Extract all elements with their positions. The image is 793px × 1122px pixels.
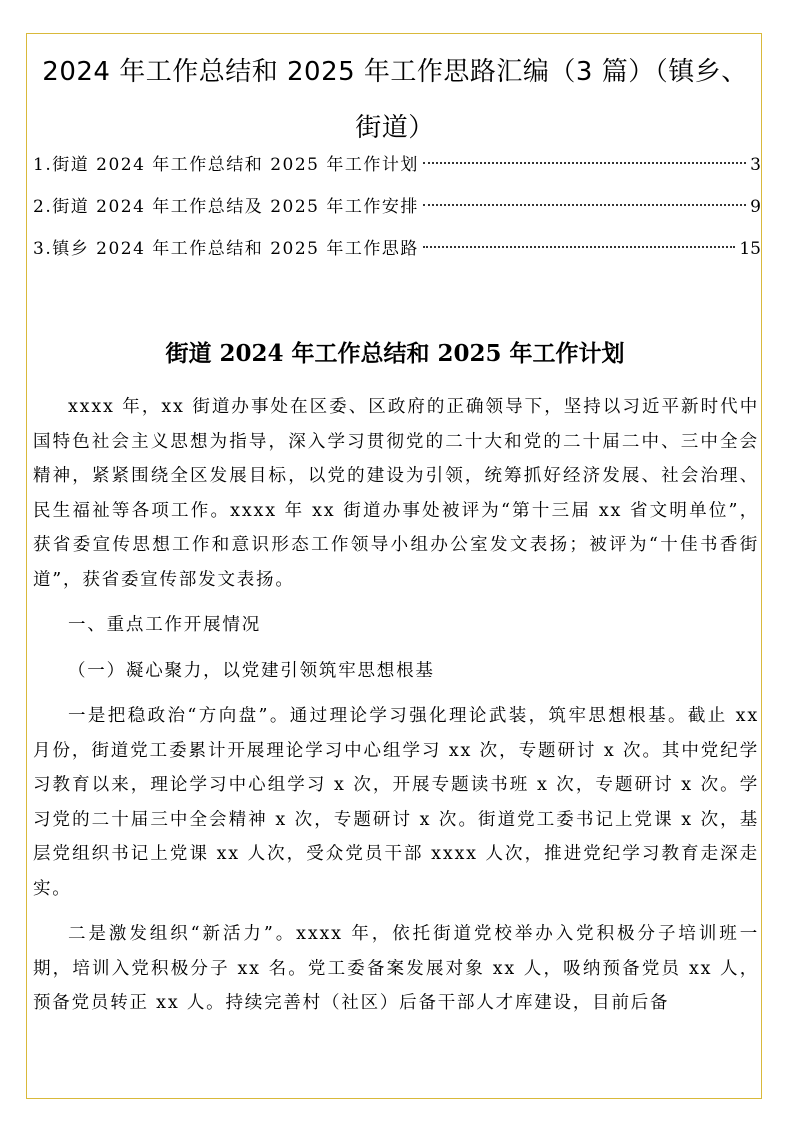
toc-page-number: 9	[750, 197, 761, 217]
toc-entry-label: 3.镇乡 2024 年工作总结和 2025 年工作思路	[33, 239, 419, 259]
table-of-contents	[33, 144, 761, 270]
heading-level-1: 一、重点工作开展情况	[68, 615, 261, 635]
document-title	[27, 44, 763, 156]
body-text	[33, 390, 759, 1032]
toc-leader-dots	[423, 162, 746, 164]
toc-page-number: 3	[750, 155, 761, 175]
toc-entry-2[interactable]	[33, 186, 761, 228]
document-title-line-1: 2024 年工作总结和 2025 年工作思路汇编（3 篇）（镇乡、	[42, 57, 748, 87]
toc-leader-dots	[423, 246, 735, 248]
paragraph-item-2: 二是激发组织“新活力”。xxxx 年，依托街道党校举办入党积极分子培训班一期，培训入党积极分子 xx 名。党工委备案发展对象 xx 人，吸纳预备党员 xx 人，预备党员转正 xx 人。持续完善村（社区）后备干部人才库建设，目前后备	[33, 924, 759, 1013]
document-title-line-2: 街道）	[355, 113, 435, 143]
toc-entry-3[interactable]	[33, 228, 761, 270]
paragraph-item-1: 一是把稳政治“方向盘”。通过理论学习强化理论武装，筑牢思想根基。截止 xx 月份，街道党工委累计开展理论学习中心组学习 xx 次，专题研讨 x 次。其中党纪学习教育以来，理论学习中心组学习 x 次，开展专题读书班 x 次，专题研讨 x 次。学习党的二十届三中全会精神 x 次，专题研讨 x 次。街道党工委书记上党课 x 次，基层党组织书记上党课 xx 人次，受众党员干部 xxxx 人次，推进党纪学习教育走深走实。	[33, 706, 759, 899]
document-page	[26, 33, 762, 1099]
toc-leader-dots	[423, 204, 746, 206]
paragraph-intro: xxxx 年，xx 街道办事处在区委、区政府的正确领导下，坚持以习近平新时代中国特色社会主义思想为指导，深入学习贯彻党的二十大和党的二十届二中、三中全会精神，紧紧围绕全区发展目标，以党的建设为引领，统筹抓好经济发展、社会治理、民生福祉等各项工作。xxxx 年 xx 街道办事处被评为“第十三届 xx 省文明单位”，获省委宣传思想工作和意识形态工作领导小组办公室发文表扬；被评为“十佳书香街道”，获省委宣传部发文表扬。	[33, 397, 759, 590]
toc-entry-1[interactable]	[33, 144, 761, 186]
toc-entry-label: 2.街道 2024 年工作总结及 2025 年工作安排	[33, 197, 419, 217]
toc-page-number: 15	[739, 239, 761, 259]
heading-level-2: （一）凝心聚力，以党建引领筑牢思想根基	[68, 660, 435, 681]
section-title: 街道 2024 年工作总结和 2025 年工作计划	[165, 340, 625, 367]
toc-entry-label: 1.街道 2024 年工作总结和 2025 年工作计划	[33, 155, 419, 175]
